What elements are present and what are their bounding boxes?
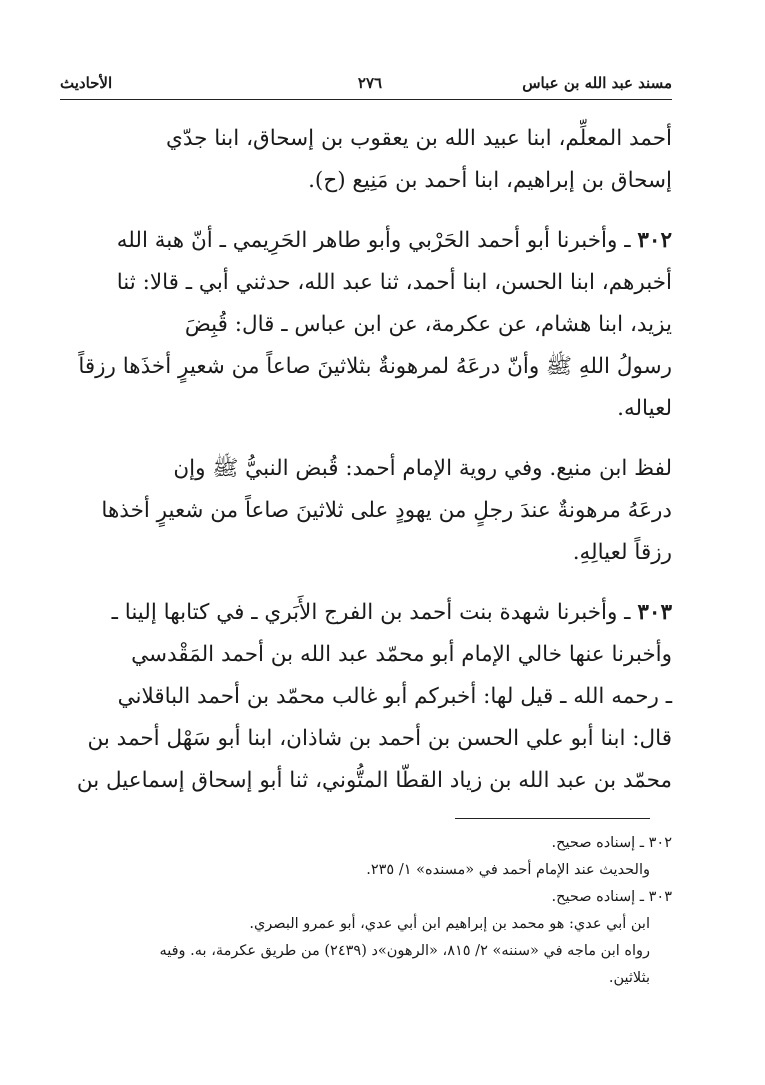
- footnote-303-line: ابن أبي عدي: هو محمد بن إبراهيم ابن أبي عدي، أبو عمرو البصري.: [249, 916, 650, 932]
- footnote-303-head: ٣٠٣ ـ إسناده صحيح.: [551, 889, 672, 905]
- text-line: إسحاق بن إبراهيم، ابنا أحمد بن مَنِيع (ح).: [308, 168, 672, 193]
- footnote-302-head: ٣٠٢ ـ إسناده صحيح.: [551, 835, 672, 851]
- text-line: أحمد المعلِّم، ابنا عبيد الله بن يعقوب بن إسحاق، ابنا جدّي: [166, 126, 672, 151]
- text-line: أخبرهم، ابنا الحسن، ابنا أحمد، ثنا عبد الله، حدثني أبي ـ قالا: ثنا: [116, 270, 672, 295]
- text-line: رزقاً لعيالِهِ.: [572, 540, 672, 565]
- hadith-303: [62, 592, 672, 802]
- text-line: لفظ ابن منيع. وفي روية الإمام أحمد: قُبض النبيُّ ﷺ وإن: [173, 456, 672, 481]
- footnote-303-line: بثلاثين.: [608, 970, 650, 986]
- main-text: [62, 118, 672, 802]
- hadith-number: ٣٠٢: [637, 228, 672, 253]
- hadith-302: [62, 220, 672, 430]
- book-title: مسند عبد الله بن عباس: [522, 74, 672, 92]
- text-line: رسولُ اللهِ ﷺ وأنّ درعَهُ لمرهونةٌ بثلاثينَ صاعاً من شعيرٍ أخذَها رزقاً: [78, 354, 672, 379]
- text-line: ـ رحمه الله ـ قيل لها: أخبركم أبو غالب محمّد بن أحمد الباقلاني: [117, 684, 672, 709]
- footnotes: [105, 830, 672, 992]
- text-line: وأخبرنا عنها خالي الإمام أبو محمّد عبد الله بن أحمد المَقْدسي: [131, 642, 672, 667]
- text-line: ـ وأخبرنا شهدة بنت أحمد بن الفرج الأَبَري ـ في كتابها إلينا ـ: [111, 600, 631, 625]
- text-line: قال: ابنا أبو علي الحسن بن أحمد بن شاذان، ابنا أبو سَهْل أحمد بن: [87, 726, 672, 751]
- text-line: يزيد، ابنا هشام، عن عكرمة، عن ابن عباس ـ قال: قُبِضَ: [184, 312, 672, 337]
- text-line: ـ وأخبرنا أبو أحمد الحَرْبي وأبو طاهر الحَرِيمي ـ أنّ هبة الله: [116, 228, 631, 253]
- page-number: ٢٧٦: [357, 74, 383, 92]
- paragraph-continuation: [62, 118, 672, 202]
- wording-note: [62, 448, 672, 574]
- text-line: درعَهُ مرهونةٌ عندَ رجلٍ من يهودٍ على ثلاثينَ صاعاً من شعيرٍ أخذها: [101, 498, 672, 523]
- section-title: الأحاديث: [60, 74, 113, 92]
- footnote-303-line: رواه ابن ماجه في «سننه» ٢/ ٨١٥، «الرهون»د (٢٤٣٩) من طريق عكرمة، به. وفيه: [159, 943, 650, 959]
- footnote-302-body: والحديث عند الإمام أحمد في «مسنده» ١/ ٢٣٥.: [366, 862, 650, 878]
- footnote-rule: [455, 818, 650, 819]
- text-line: محمّد بن عبد الله بن زياد القطّا المتُّوني، ثنا أبو إسحاق إسماعيل بن: [76, 768, 672, 793]
- header-rule: [60, 99, 672, 100]
- hadith-number: ٣٠٣: [637, 600, 672, 625]
- running-head: [60, 74, 672, 96]
- text-line: لعياله.: [617, 396, 672, 421]
